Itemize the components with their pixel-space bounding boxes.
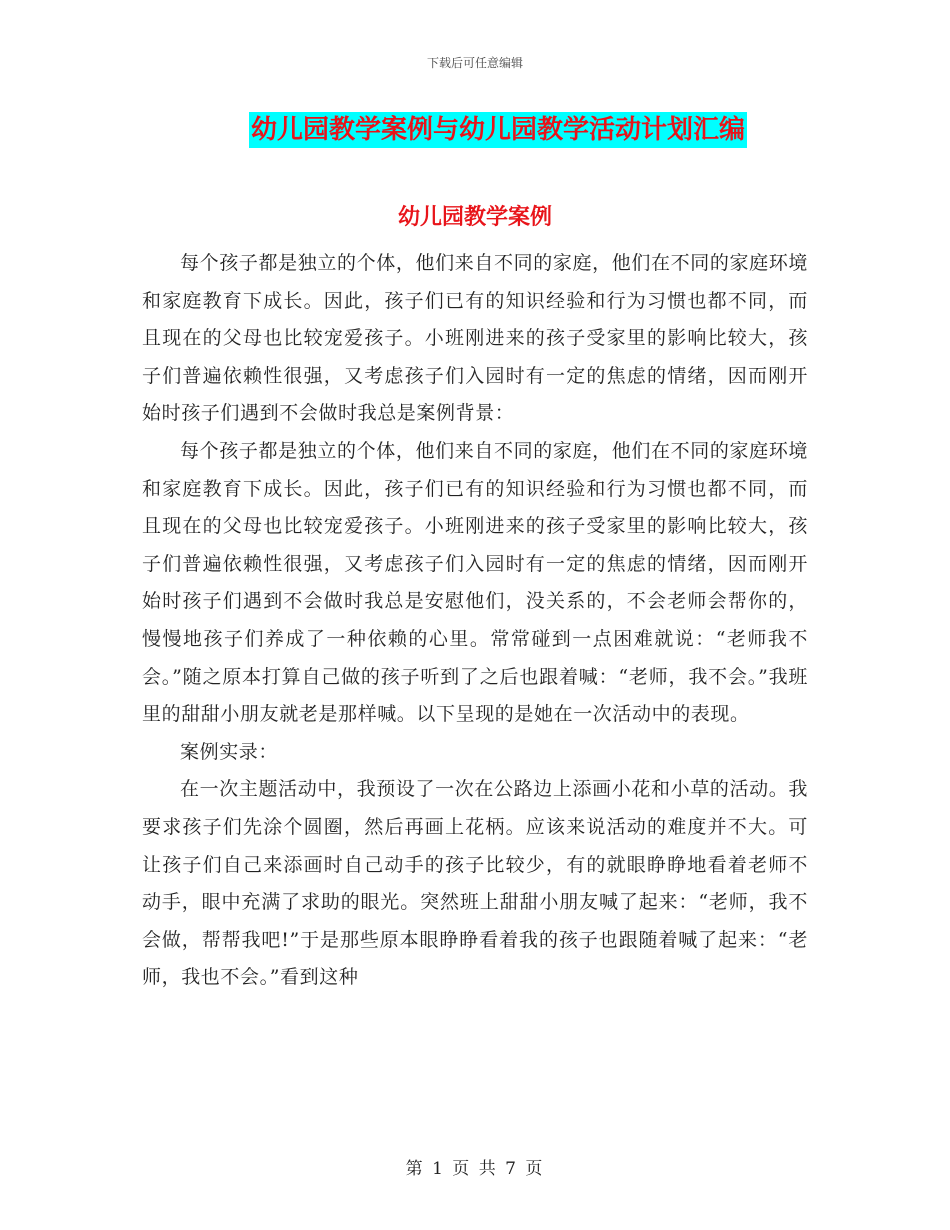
paragraph-background-repeat: 每个孩子都是独立的个体，他们来自不同的家庭，他们在不同的家庭环境和家庭教育下成长。因此，孩子们已有的知识经验和行为习惯也都不同，而且现在的父母也比较宠爱孩子。小班刚进来的孩子受家里的影响比较大，孩子们普遍依赖性很强，又考虑孩子们入园时有一定的焦虑的情绪，因而刚开始时孩子们遇到不会做时我总是安慰他们，没关系的，不会老师会帮你的，慢慢地孩子们养成了一种依赖的心里。常常碰到一点困难就说：“老师我不会。”随之原本打算自己做的孩子听到了之后也跟着喊：“老师，我不会。”我班里的甜甜小朋友就老是那样喊。以下呈现的是她在一次活动中的表现。 [142,439,808,726]
page-number-footer: 第 1 页 共 7 页 [405,1159,545,1179]
document-title: 幼儿园教学案例与幼儿园教学活动计划汇编 [249,112,747,148]
document-title-container [0,112,950,148]
document-body [142,245,808,997]
paragraph-background: 每个孩子都是独立的个体，他们来自不同的家庭，他们在不同的家庭环境和家庭教育下成长。因此，孩子们已有的知识经验和行为习惯也都不同，而且现在的父母也比较宠爱孩子。小班刚进来的孩子受家里的影响比较大，孩子们普遍依赖性很强，又考虑孩子们入园时有一定的焦虑的情绪，因而刚开始时孩子们遇到不会做时我总是案例背景： [142,252,808,425]
paragraph-case-record: 在一次主题活动中，我预设了一次在公路边上添画小花和小草的活动。我要求孩子们先涂个圆圈，然后再画上花柄。应该来说活动的难度并不大。可让孩子们自己来添画时自己动手的孩子比较少，有的就眼睁睁地看着老师不动手，眼中充满了求助的眼光。突然班上甜甜小朋友喊了起来：“老师，我不会做，帮帮我吧!”于是那些原本眼睁睁看着我的孩子也跟随着喊了起来：“老师，我也不会。”看到这种 [142,778,808,989]
section-title: 幼儿园教学案例 [397,204,552,230]
paragraph-case-record-heading: 案例实录： [180,740,279,763]
page-header-note: 下载后可任意编辑 [426,56,523,70]
